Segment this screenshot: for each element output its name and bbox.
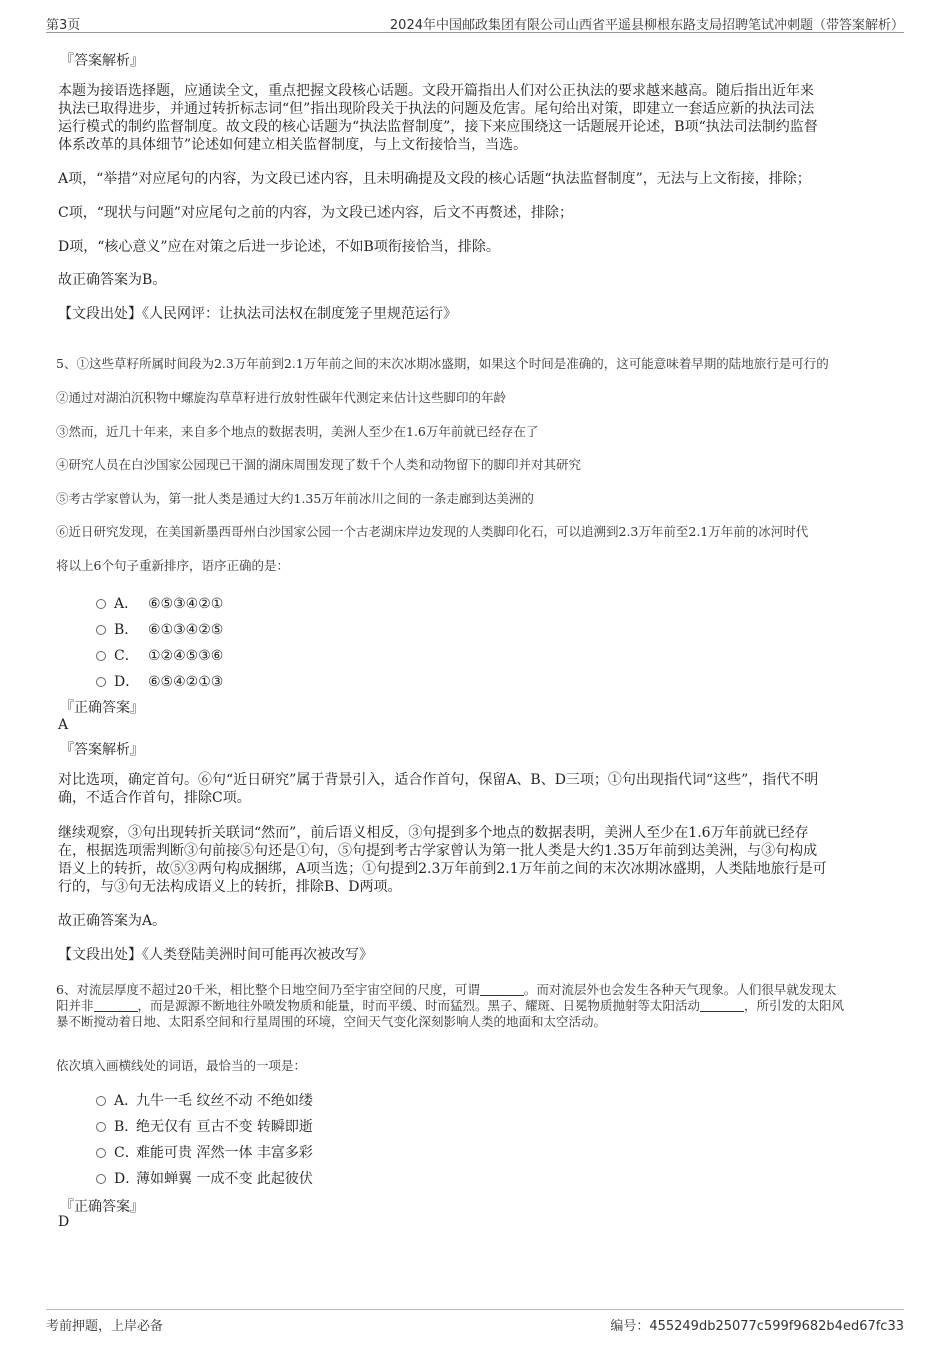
option-letter: A． [114,1093,139,1109]
text-line: 暴不断搅动着日地、太阳系空间和行星周围的环境，空间天气变化深刻影响人类的地面和太空活动。 [56,1014,607,1029]
option-letter: B． [114,1119,139,1135]
q4-conclusion: 故正确答案为B。 [58,272,167,288]
page-header [46,12,904,33]
q5-answer-label: 『正确答案』 [60,700,144,716]
q5-prompt: 将以上6个句子重新排序，语序正确的是： [56,558,289,573]
text-line: 行的，与③句无法构成语义上的转折，排除B、D两项。 [58,879,402,895]
option-text: ⑥⑤③④②① [148,596,224,612]
q5-sentence-5: ⑤考古学家曾认为，第一批人类是通过大约1.35万年前冰川之间的一条走廊到达美洲的 [56,491,534,506]
footer-slogan: 考前押题，上岸必备 [46,1319,164,1334]
radio-icon[interactable] [96,651,106,661]
text-line: 对比选项，确定首句。⑥句“近日研究”属于背景引入，适合作首句，保留A、B、D三项；①句出现指代词“这些”，指代不明 [58,772,819,788]
q5-sentence-3: ③然而，近几十年来，来自多个地点的数据表明，美洲人至少在1.6万年前就已经存在了 [56,424,539,439]
q4-option-d-analysis: D项，“核心意义”应在对策之后进一步论述，不如B项衔接恰当，排除。 [58,239,500,255]
option-letter: C． [114,648,139,664]
text-line: 继续观察，③句出现转折关联词“然而”，前后语义相反，③句提到多个地点的数据表明，美洲人至少在1.6万年前就已经存 [58,825,809,841]
option-text: 薄如蝉翼 一成不变 此起彼伏 [136,1171,313,1187]
text-line: 本题为接语选择题，应通读全文，重点把握文段核心话题。文段开篇指出人们对公正执法的要求越来越高。随后指出近年来 [58,83,814,99]
q6-option-b[interactable] [96,1116,313,1136]
q4-option-c-analysis: C项，“现状与问题”对应尾句之前的内容，为文段已述内容，后文不再赘述，排除； [58,205,574,221]
q6-option-c[interactable] [96,1142,313,1162]
text-segment: 6、对流层厚度不超过20千米，相比整个日地空间乃至宇宙空间的尺度，可谓 [56,982,480,997]
document-code: 编号：455249db25077c599f9682b4ed67fc33 [610,1319,904,1334]
radio-icon[interactable] [96,1148,106,1158]
q5-analysis-label: 『答案解析』 [60,742,144,758]
option-text: ①②④⑤③⑥ [148,648,224,664]
q5-option-b[interactable] [96,619,223,639]
q4-analysis-paragraph [58,82,908,154]
text-line: 确，不适合作首句，排除C项。 [58,790,251,806]
q5-sentence-2: ②通过对湖泊沉积物中螺旋沟草草籽进行放射性碳年代测定来估计这些脚印的年龄 [56,390,507,405]
text-line: 体系改革的具体细节”论述如何建立相关监督制度，与上文衔接恰当，当选。 [58,137,528,153]
document-title: 2024年中国邮政集团有限公司山西省平遥县柳根东路支局招聘笔试冲刺题（带答案解析） [389,18,904,33]
q6-prompt: 依次填入画横线处的词语，最恰当的一项是： [56,1058,307,1073]
q5-option-a[interactable] [96,593,223,613]
option-text: 难能可贵 浑然一体 丰富多彩 [136,1145,313,1161]
fill-blank [94,999,138,1012]
text-line: 执法已取得进步，并通过转折标志词“但”指出现阶段关于执法的问题及危害。尾句给出对策，即建立一套适应新的执法司法 [58,101,815,117]
text-segment: 阳并非 [56,998,94,1013]
option-text: 九牛一毛 纹丝不动 不绝如缕 [136,1093,313,1109]
q6-passage [56,982,906,1030]
radio-icon[interactable] [96,1174,106,1184]
q4-option-a-analysis: A项，“举措”对应尾句的内容，为文段已述内容，且未明确提及文段的核心话题“执法监督制度”，无法与上文衔接，排除； [58,171,811,187]
radio-icon[interactable] [96,1096,106,1106]
q5-conclusion: 故正确答案为A。 [58,913,167,929]
text-segment: ，而是源源不断地往外喷发物质和能量，时而平缓、时而猛烈。黑子、耀斑、日冕物质抛射等太阳活动 [137,998,701,1013]
q5-analysis-paragraph-2 [58,824,908,896]
option-letter: C． [114,1145,139,1161]
q5-answer: A [58,717,69,733]
text-segment: ，所引发的太阳风 [744,998,845,1013]
page-footer [46,1309,904,1338]
fill-blank [700,999,744,1012]
q6-answer: D [58,1214,70,1230]
radio-icon[interactable] [96,599,106,609]
text-line: 运行模式的制约监督制度。故文段的核心话题为“执法监督制度”，接下来应围绕这一话题展开论述，B项“执法司法制约监督 [58,119,818,135]
text-line: 在，根据选项需判断③句前接⑤句还是①句，⑤句提到考古学家曾认为第一批人类是大约1.35万年前到达美洲，与③句构成 [58,843,818,859]
q5-analysis-paragraph-1 [58,771,908,807]
radio-icon[interactable] [96,677,106,687]
option-text: 绝无仅有 亘古不变 转瞬即逝 [136,1119,313,1135]
q5-option-d[interactable] [96,671,223,691]
q5-sentence-6: ⑥近日研究发现，在美国新墨西哥州白沙国家公园一个古老湖床岸边发现的人类脚印化石，可以追溯到2.3万年前至2.1万年前的冰河时代 [56,524,809,539]
q5-source: 【文段出处】《人类登陆美洲时间可能再次被改写》 [58,947,373,963]
radio-icon[interactable] [96,1122,106,1132]
q5-option-c[interactable] [96,645,223,665]
q5-sentence-1: 5、①这些草籽所属时间段为2.3万年前到2.1万年前之间的末次冰期冰盛期，如果这个时间是准确的，这可能意味着早期的陆地旅行是可行的 [56,356,829,371]
option-letter: A． [114,596,139,612]
option-letter: D． [114,1171,140,1187]
q6-option-d[interactable] [96,1168,313,1188]
option-text: ⑥⑤④②①③ [148,674,224,690]
option-text: ⑥①③④②⑤ [148,622,224,638]
q5-sentence-4: ④研究人员在白沙国家公园现已干涸的湖床周围发现了数千个人类和动物留下的脚印并对其研究 [56,457,582,472]
option-letter: D． [114,674,140,690]
text-line [56,982,906,998]
text-line: 语义上的转折，故⑤③两句构成捆绑，A项当选；①句提到2.3万年前到2.1万年前之间的末次冰期冰盛期，人类陆地旅行是可 [58,861,827,877]
q6-option-a[interactable] [96,1090,313,1110]
radio-icon[interactable] [96,625,106,635]
q6-answer-label: 『正确答案』 [60,1199,144,1215]
q4-analysis-label: 『答案解析』 [60,53,144,69]
q4-source: 【文段出处】《人民网评：让执法司法权在制度笼子里规范运行》 [58,306,457,322]
text-segment: 。而对流层外也会发生各种天气现象。人们很早就发现太 [523,982,837,997]
text-line [56,998,906,1014]
option-letter: B． [114,622,139,638]
fill-blank [480,983,524,996]
page-number: 第3页 [46,18,81,33]
